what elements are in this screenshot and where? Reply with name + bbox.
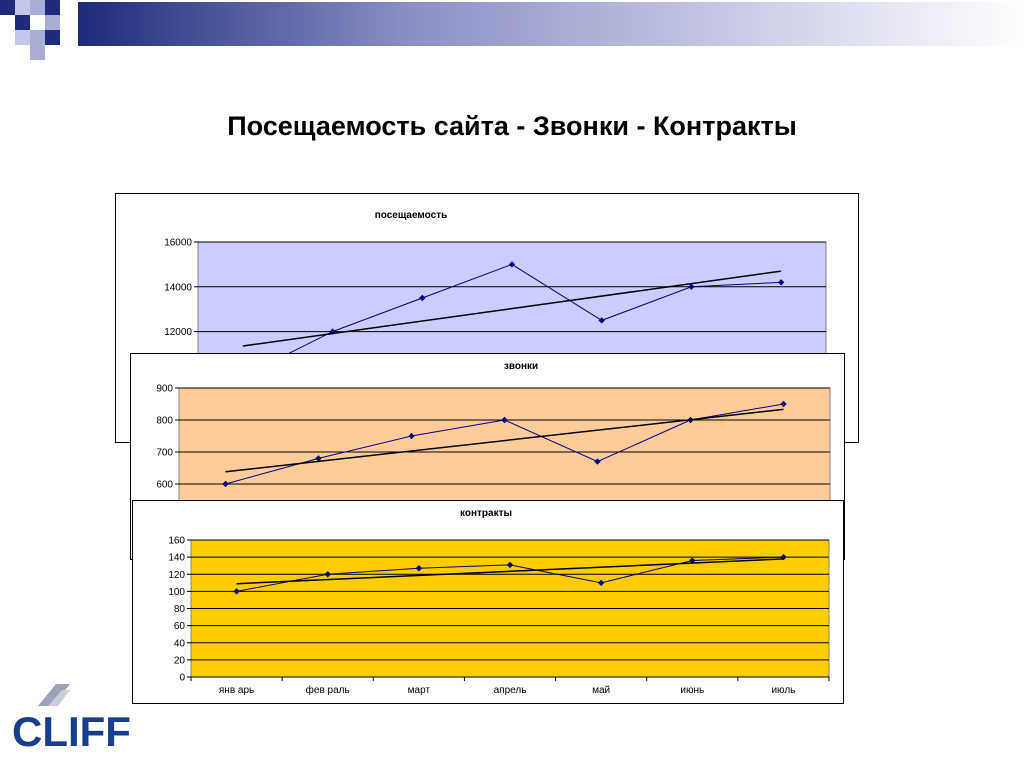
y-tick-label: 140 [168, 552, 185, 564]
x-tick-label: янв арь [218, 685, 255, 696]
cliff-logo [10, 680, 131, 755]
x-tick-label: март [407, 685, 431, 696]
chart-contracts-svg [133, 501, 843, 703]
chart-title: посещаемость [374, 210, 448, 221]
x-tick-label: июль [771, 685, 796, 696]
deco-square [45, 15, 60, 30]
y-tick-label: 14000 [164, 282, 192, 294]
slide-title: Посещаемость сайта - Звонки - Контракты [227, 111, 797, 141]
header-band [78, 2, 1024, 46]
y-tick-label: 160 [168, 535, 185, 547]
x-tick-label: фев раль [305, 685, 350, 696]
chart-title: контракты [459, 508, 513, 519]
y-tick-label: 600 [156, 479, 173, 491]
deco-square [30, 45, 45, 60]
y-tick-label: 40 [173, 638, 185, 650]
y-tick-label: 700 [156, 447, 173, 459]
logo-text: CLIFF [12, 708, 131, 755]
y-tick-label: 16000 [164, 237, 192, 249]
x-tick-label: апрель [493, 685, 527, 696]
deco-square [45, 30, 60, 45]
deco-square [15, 15, 30, 30]
decorative-squares [0, 0, 1024, 64]
chart-contracts [132, 500, 844, 704]
deco-square [15, 0, 30, 15]
y-tick-label: 80 [173, 604, 185, 615]
x-tick-label: май [592, 685, 611, 696]
y-tick-label: 20 [173, 655, 185, 667]
y-tick-label: 900 [156, 383, 173, 395]
x-tick-label: июнь [680, 685, 705, 696]
y-tick-label: 60 [173, 621, 185, 633]
deco-square [0, 0, 15, 15]
y-tick-label: 800 [156, 415, 173, 427]
logo-mark-icon [38, 684, 70, 706]
y-tick-label: 120 [168, 569, 185, 581]
y-tick-label: 0 [179, 672, 185, 684]
deco-square [45, 0, 60, 15]
deco-square [30, 0, 45, 15]
deco-square [30, 15, 45, 30]
y-tick-label: 100 [168, 586, 185, 598]
deco-square [15, 30, 30, 45]
deco-square [60, 0, 75, 15]
y-tick-label: 12000 [164, 327, 192, 339]
deco-square [30, 30, 45, 45]
chart-title: звонки [503, 361, 539, 372]
